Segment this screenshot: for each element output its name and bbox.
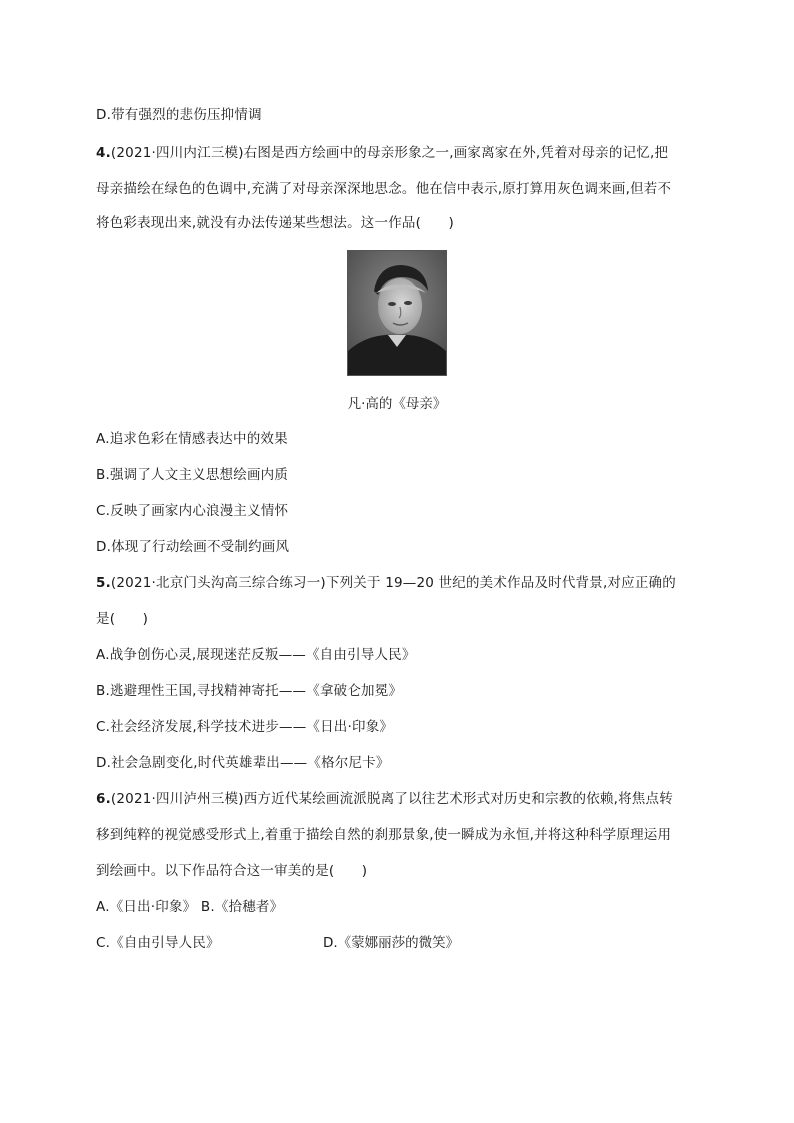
q4-option-d: D.体现了行动绘画不受制约画风 bbox=[96, 539, 290, 555]
portrait-caption: 凡·高的《母亲》 bbox=[347, 396, 447, 412]
q4-stem-line-1 bbox=[96, 144, 668, 162]
q6-stem-text-1: (2021·四川泸州三模)西方近代某绘画流派脱离了以往艺术形式对历史和宗教的依赖,将焦点转 bbox=[110, 791, 673, 807]
q6-options-a-b: A.《日出·印象》 B.《拾穗者》 bbox=[96, 899, 284, 915]
q5-stem-line-1 bbox=[96, 574, 676, 592]
q5-option-c: C.社会经济发展,科学技术进步——《日出·印象》 bbox=[96, 719, 394, 735]
q5-stem-line-2: 是( ) bbox=[96, 611, 149, 627]
q6-stem-line-2: 移到纯粹的视觉感受形式上,着重于描绘自然的刹那景象,使一瞬成为永恒,并将这种科学原理运用 bbox=[96, 827, 672, 843]
q4-stem-line-2: 母亲描绘在绿色的色调中,充满了对母亲深深地思念。他在信中表示,原打算用灰色调来画,但若不 bbox=[96, 181, 672, 197]
q6-number: 6. bbox=[96, 791, 111, 807]
mother-portrait-image bbox=[347, 250, 447, 376]
q5-option-d: D.社会急剧变化,时代英雄辈出——《格尔尼卡》 bbox=[96, 755, 390, 771]
q4-number: 4. bbox=[96, 145, 111, 161]
q4-stem-line-3: 将色彩表现出来,就没有办法传递某些想法。这一作品( ) bbox=[96, 215, 454, 231]
q5-option-a: A.战争创伤心灵,展现迷茫反叛——《自由引导人民》 bbox=[96, 647, 416, 663]
q4-option-a: A.追求色彩在情感表达中的效果 bbox=[96, 431, 288, 447]
q5-number: 5. bbox=[96, 575, 111, 591]
q6-option-c: C.《自由引导人民》 bbox=[96, 935, 220, 951]
q3-option-d: D.带有强烈的悲伤压抑情调 bbox=[96, 107, 262, 123]
q4-stem-text-1: (2021·四川内江三模)右图是西方绘画中的母亲形象之一,画家离家在外,凭着对母亲的记忆,把 bbox=[110, 145, 669, 161]
q4-option-b: B.强调了人文主义思想绘画内质 bbox=[96, 467, 289, 483]
q5-option-b: B.逃避理性王国,寻找精神寄托——《拿破仑加冕》 bbox=[96, 683, 403, 699]
q5-stem-text-1: (2021·北京门头沟高三综合练习一)下列关于 19—20 世纪的美术作品及时代背景,对应正确的 bbox=[110, 575, 676, 591]
q6-option-d: D.《蒙娜丽莎的微笑》 bbox=[323, 935, 460, 951]
q4-option-c: C.反映了画家内心浪漫主义情怀 bbox=[96, 503, 289, 519]
portrait-drawing bbox=[348, 251, 446, 375]
q6-stem-line-1 bbox=[96, 790, 673, 808]
q6-stem-line-3: 到绘画中。以下作品符合这一审美的是( ) bbox=[96, 863, 368, 879]
